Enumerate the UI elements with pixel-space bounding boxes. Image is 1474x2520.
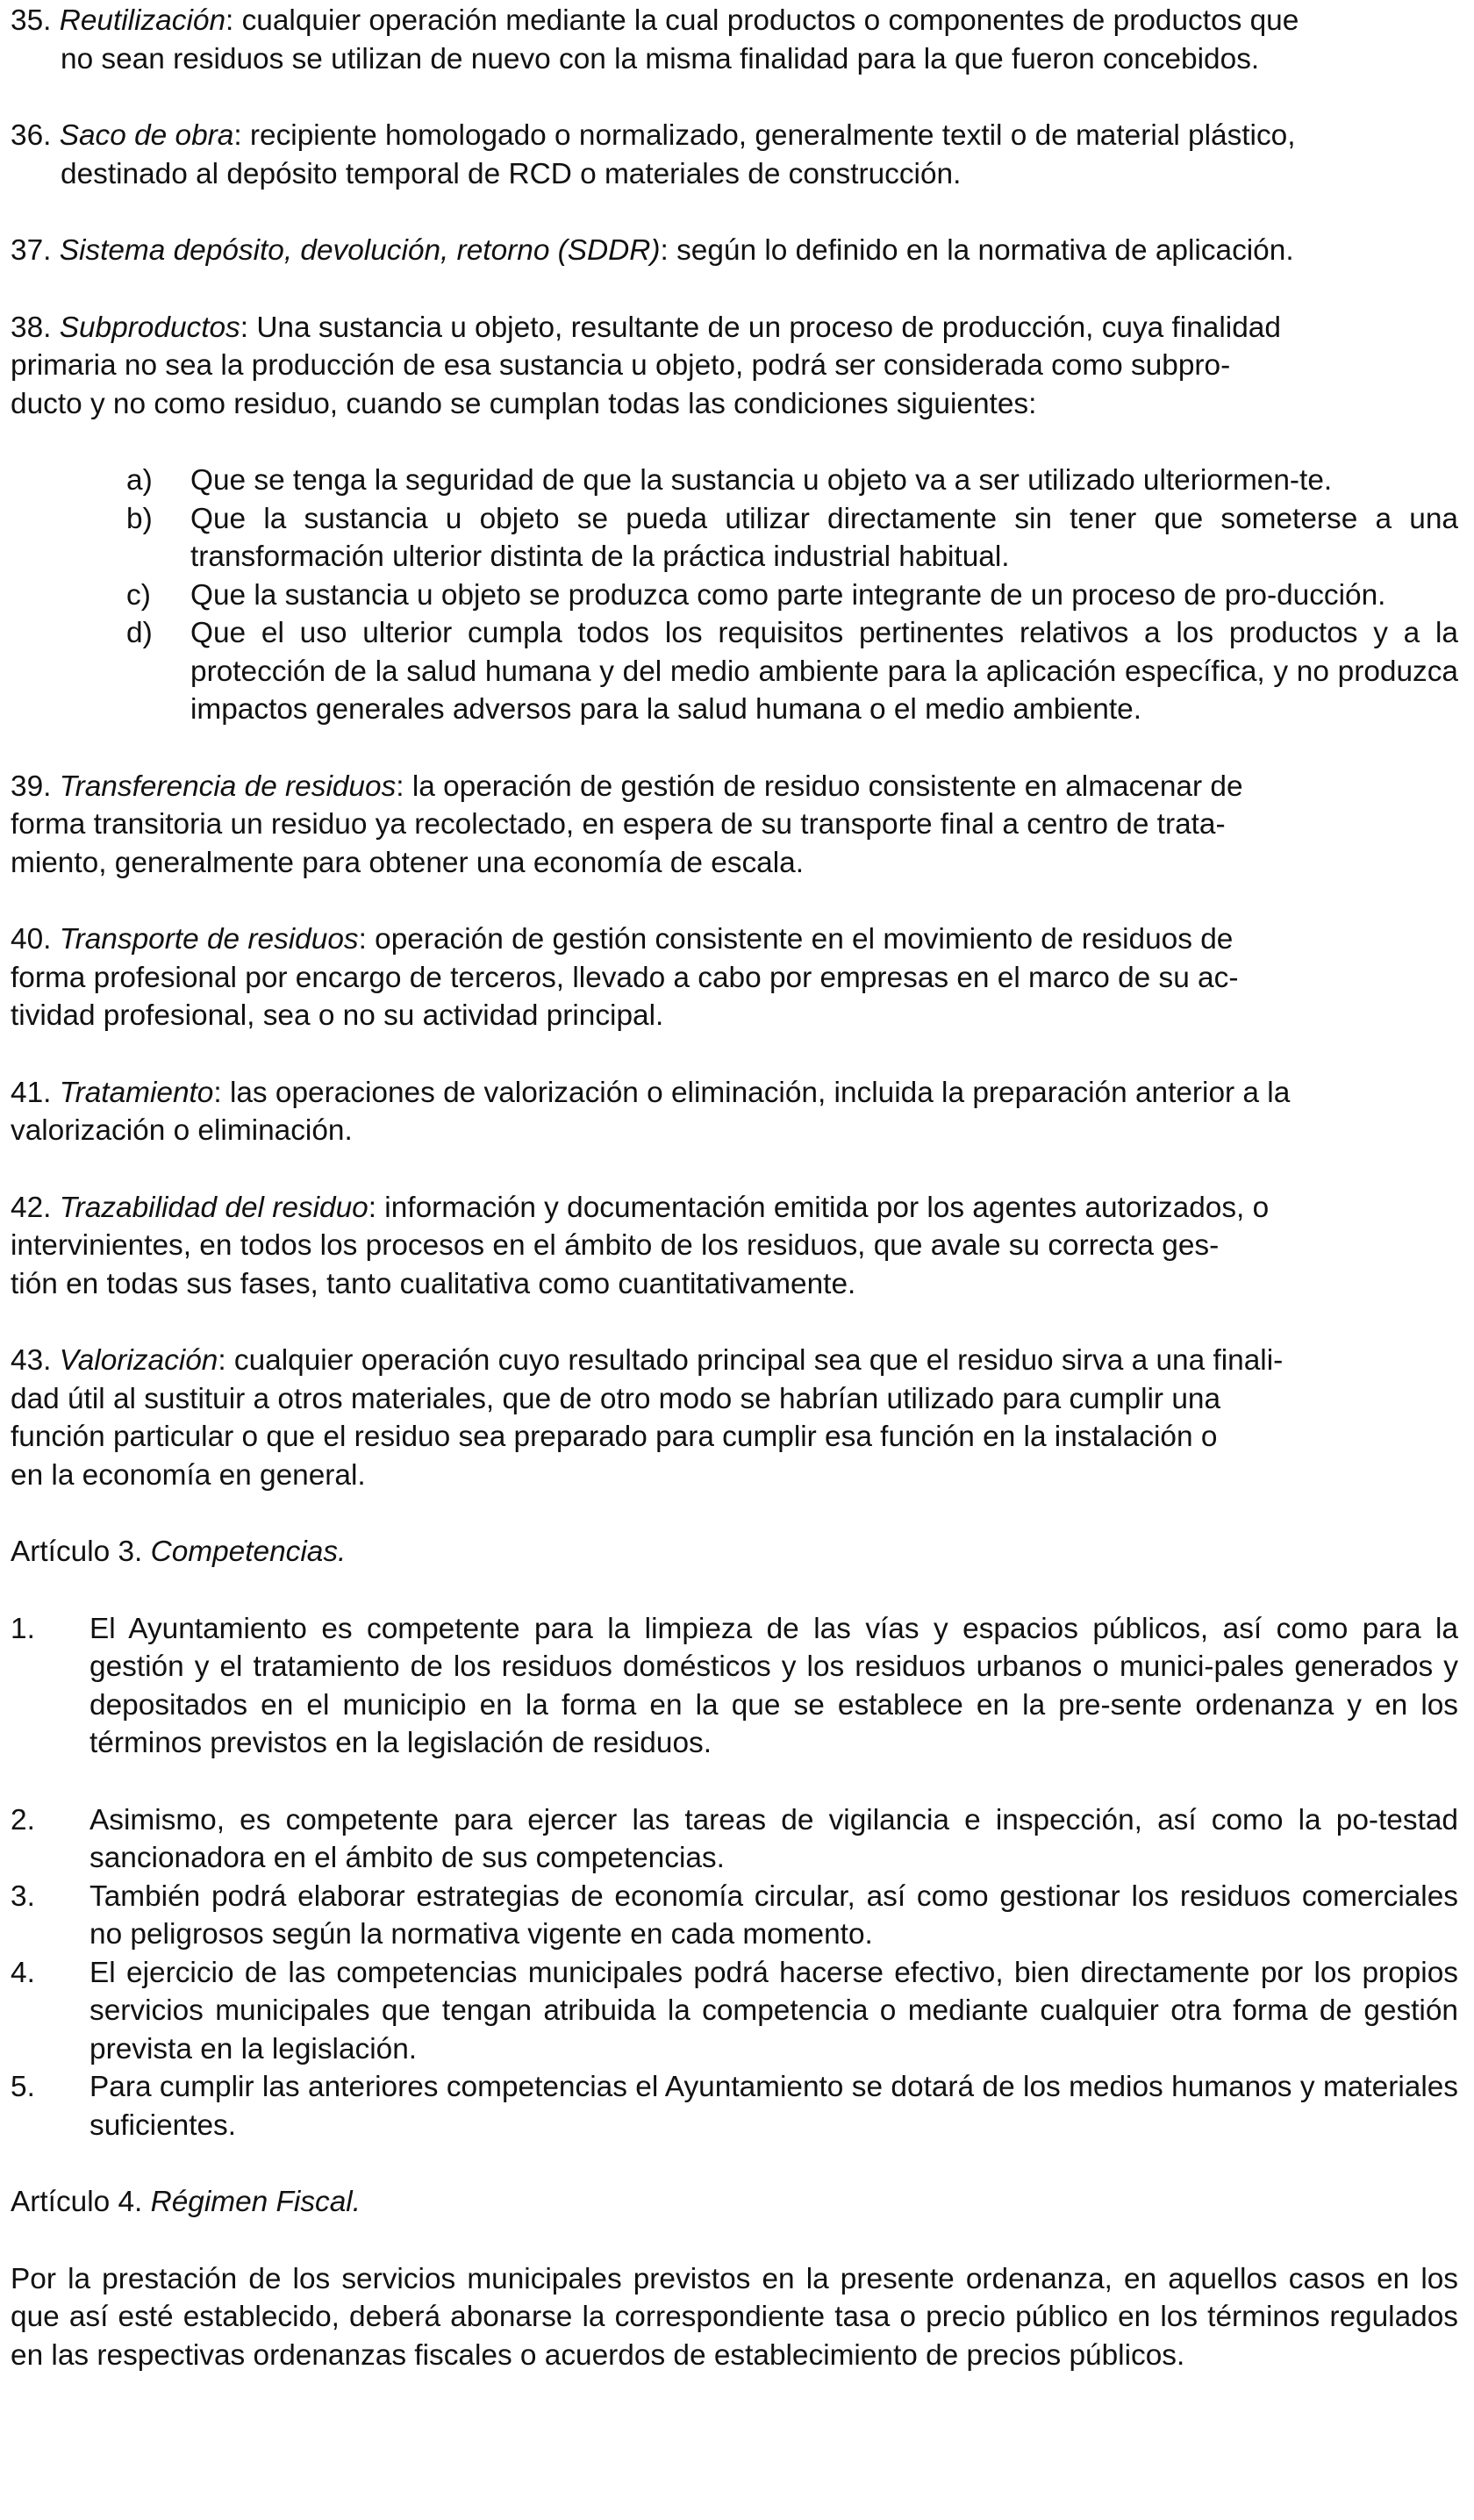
definition-line: miento, generalmente para obtener una economía de escala. <box>11 846 804 879</box>
definition-first-line <box>11 1189 1458 1228</box>
article-3-heading <box>11 1533 1458 1571</box>
definition-41 <box>11 1074 1458 1150</box>
definition-number: 40. <box>11 923 52 956</box>
definition-37 <box>11 232 1458 270</box>
definition-number: 36. <box>11 119 52 152</box>
definition-term: Transferencia de residuos <box>59 770 397 803</box>
definition-term: Transporte de residuos <box>59 923 359 956</box>
definition-number: 43. <box>11 1344 52 1377</box>
item-text: Asimismo, es competente para ejercer las tareas de vigilancia e inspección, así como la po-testad sancionadora en el ámbito de sus competencias. <box>89 1803 1458 1874</box>
condition-item <box>11 462 1458 500</box>
article-3-item <box>11 2068 1458 2144</box>
definition-text: : recipiente homologado o normalizado, generalmente textil o de material plástico, <box>233 119 1296 152</box>
item-number: 1. <box>11 1612 35 1645</box>
condition-item <box>11 500 1458 576</box>
definition-first-line <box>11 1074 1458 1113</box>
definition-line: forma profesional por encargo de terceros, llevado a cabo por empresas en el marco de su ac- <box>11 961 1239 994</box>
item-text: El Ayuntamiento es competente para la limpieza de las vías y espacios públicos, así como para la gestión y el tratamiento de los residuos domésticos y los residuos urbanos o munici-pales generados y depositados en el municipio en la forma en la que se establece en la pre-sente ordenanza y en los términos previstos en la legislación de residuos. <box>89 1612 1458 1759</box>
definition-line: dad útil al sustituir a otros materiales, que de otro modo se habrían utilizado para cumplir una <box>11 1382 1221 1415</box>
definition-number: 35. <box>11 4 52 37</box>
definition-line: destinado al depósito temporal de RCD o materiales de construcción. <box>61 157 962 190</box>
definition-42 <box>11 1189 1458 1304</box>
definition-term: Subproductos <box>59 311 240 344</box>
article-title: Competencias. <box>150 1536 347 1568</box>
condition-text: Que se tenga la seguridad de que la sustancia u objeto va a ser utilizado ulteriormen-te. <box>190 464 1333 497</box>
condition-text: Que la sustancia u objeto se produzca como parte integrante de un proceso de pro-ducción. <box>190 578 1386 612</box>
definition-line: valorización o eliminación. <box>11 1114 353 1147</box>
definition-first-line <box>11 2 1458 40</box>
condition-label: d) <box>126 617 153 649</box>
definition-first-line <box>11 232 1458 270</box>
definition-text: : información y documentación emitida por los agentes autorizados, o <box>368 1191 1270 1224</box>
article-3-item <box>11 1954 1458 2069</box>
definition-term: Valorización <box>59 1344 218 1377</box>
definition-text: : según lo definido en la normativa de aplicación. <box>660 234 1294 267</box>
condition-label: b) <box>126 502 153 535</box>
definition-term: Trazabilidad del residuo <box>59 1191 368 1224</box>
definition-text: : operación de gestión consistente en el movimiento de residuos de <box>358 923 1234 956</box>
definition-term: Tratamiento <box>59 1076 214 1109</box>
article-3-item <box>11 1801 1458 1878</box>
definition-line: primaria no sea la producción de esa sustancia u objeto, podrá ser considerada como subpro- <box>11 349 1231 382</box>
item-number: 5. <box>11 2071 35 2103</box>
item-text: El ejercicio de las competencias municipales podrá hacerse efectivo, bien directamente por los propios servicios municipales que tengan atribuida la competencia o mediante cualquier otra forma de gestión prevista en la legislación. <box>89 1956 1458 2065</box>
article-label: Artículo 3. <box>11 1536 151 1568</box>
definition-number: 38. <box>11 311 52 344</box>
item-number: 3. <box>11 1879 35 1913</box>
conditions-list <box>11 462 1458 729</box>
condition-label: a) <box>126 464 153 497</box>
article-3-item <box>11 1878 1458 1954</box>
definition-first-line <box>11 920 1458 959</box>
condition-item <box>11 576 1458 615</box>
definition-line: función particular o que el residuo sea preparado para cumplir esa función en la instalación o <box>11 1421 1218 1453</box>
definition-first-line <box>11 117 1458 155</box>
definition-line: tión en todas sus fases, tanto cualitativa como cuantitativamente. <box>11 1267 856 1300</box>
definition-line: ducto y no como residuo, cuando se cumplan todas las condiciones siguientes: <box>11 387 1037 420</box>
definition-text: : cualquier operación mediante la cual productos o componentes de productos que <box>225 4 1299 37</box>
definition-line: tividad profesional, sea o no su actividad principal. <box>11 999 664 1032</box>
article-3-item <box>11 1610 1458 1763</box>
definition-first-line <box>11 1342 1458 1380</box>
item-text: Para cumplir las anteriores competencias el Ayuntamiento se dotará de los medios humanos y materiales suficientes. <box>89 2071 1458 2142</box>
definition-text: : las operaciones de valorización o eliminación, incluida la preparación anterior a la <box>213 1076 1291 1109</box>
definition-38 <box>11 309 1458 424</box>
definition-line: no sean residuos se utilizan de nuevo con la misma finalidad para la que fueron concebidos. <box>61 42 1260 75</box>
definition-number: 37. <box>11 234 52 267</box>
item-number: 4. <box>11 1956 35 1989</box>
article-4-paragraph: Por la prestación de los servicios municipales previstos en la presente ordenanza, en aquellos casos en los que así esté establecido, deberá abonarse la correspondiente tasa o precio público en los términos regulados en las respectivas ordenanzas fiscales o acuerdos de establecimiento de precios públicos. <box>11 2262 1458 2372</box>
condition-text: Que el uso ulterior cumpla todos los requisitos pertinentes relativos a los productos y a la protección de la salud humana y del medio ambiente para la aplicación específica, y no produzca impactos generales adversos para la salud humana o el medio ambiente. <box>190 617 1458 726</box>
definition-term: Sistema depósito, devolución, retorno (SDDR) <box>59 234 661 267</box>
definition-line: intervinientes, en todos los procesos en el ámbito de los residuos, que avale su correcta ges- <box>11 1229 1220 1262</box>
article-title: Régimen Fiscal. <box>150 2186 361 2218</box>
definition-40 <box>11 920 1458 1035</box>
condition-item <box>11 614 1458 729</box>
definition-text: : Una sustancia u objeto, resultante de un proceso de producción, cuya finalidad <box>240 311 1281 344</box>
definition-36 <box>11 117 1458 193</box>
article-4-heading <box>11 2183 1458 2222</box>
definition-term: Reutilización <box>59 4 226 37</box>
definition-number: 42. <box>11 1191 52 1224</box>
definition-43 <box>11 1342 1458 1494</box>
definition-line: forma transitoria un residuo ya recolectado, en espera de su transporte final a centro de trata- <box>11 808 1226 841</box>
definition-term: Saco de obra <box>59 119 234 152</box>
condition-label: c) <box>126 578 151 612</box>
definition-39 <box>11 768 1458 883</box>
item-text: También podrá elaborar estrategias de economía circular, así como gestionar los residuos comerciales no peligrosos según la normativa vigente en cada momento. <box>89 1879 1458 1951</box>
article-label: Artículo 4. <box>11 2186 151 2218</box>
definition-number: 39. <box>11 770 52 803</box>
definition-35 <box>11 2 1458 78</box>
definition-first-line <box>11 309 1458 347</box>
definition-text: : cualquier operación cuyo resultado principal sea que el residuo sirva a una finali- <box>218 1344 1284 1377</box>
item-number: 2. <box>11 1803 35 1836</box>
definition-text: : la operación de gestión de residuo consistente en almacenar de <box>396 770 1243 803</box>
definition-first-line <box>11 768 1458 806</box>
condition-text: Que la sustancia u objeto se pueda utilizar directamente sin tener que someterse a una transformación ulterior distinta de la práctica industrial habitual. <box>190 502 1458 573</box>
definition-line: en la economía en general. <box>11 1458 366 1492</box>
definition-number: 41. <box>11 1076 52 1109</box>
